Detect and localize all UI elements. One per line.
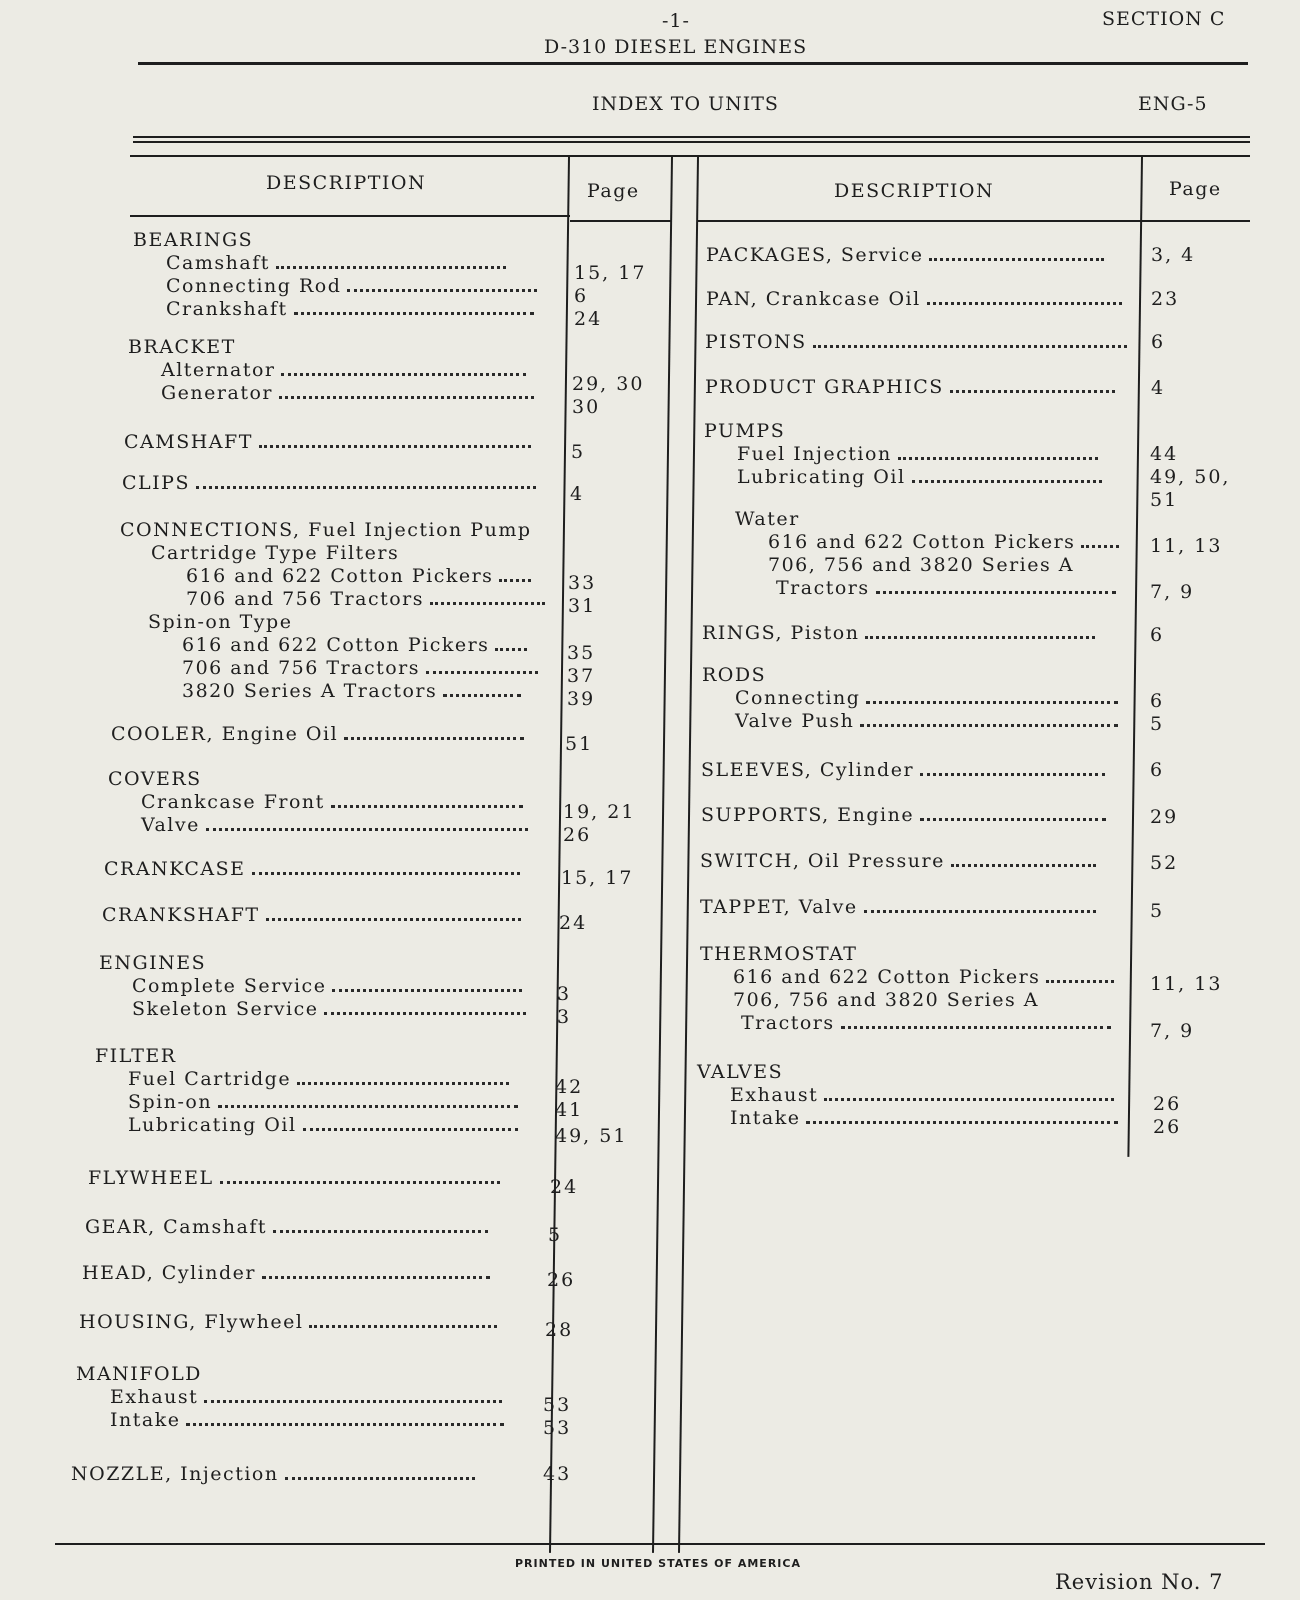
page-ref: 3 — [557, 1006, 572, 1028]
index-entry-crankcase — [104, 858, 520, 881]
page-ref: 6 — [1150, 690, 1165, 712]
dot-leader — [841, 1025, 1111, 1029]
dot-leader — [806, 1120, 1118, 1124]
page-ref: 37 — [567, 665, 596, 687]
dot-leader — [1046, 979, 1114, 983]
dot-leader — [294, 311, 534, 315]
left-page-header: Page — [587, 180, 640, 202]
index-entry-covers — [108, 768, 528, 837]
entry-title: BEARINGS — [133, 229, 254, 251]
index-entry-clips — [122, 472, 536, 495]
entry-sub: Crankcase Front — [141, 791, 325, 813]
index-title: INDEX TO UNITS — [592, 93, 779, 115]
dot-leader — [495, 647, 527, 651]
entry-title: ENGINES — [99, 952, 207, 974]
page-ref: 30 — [572, 396, 601, 418]
revision-number: Revision No. 7 — [1055, 1570, 1224, 1594]
dot-leader — [860, 723, 1118, 727]
entry-sub: Valve — [141, 814, 200, 836]
page-ref: 5 — [571, 441, 586, 463]
page-ref: 26 — [1153, 1093, 1182, 1115]
table-top-rule-2 — [133, 141, 1250, 143]
entry-title: THERMOSTAT — [700, 943, 858, 965]
dot-leader — [430, 601, 545, 605]
index-entry-filter — [95, 1045, 518, 1137]
header-rule — [138, 62, 1248, 65]
entry-title: RODS — [702, 664, 767, 686]
page-ref: 29, 30 — [572, 373, 645, 395]
right-page-divider — [1127, 157, 1143, 1157]
index-entry-supports — [701, 804, 1106, 827]
entry-sub: Generator — [161, 382, 273, 404]
page-ref: 51 — [565, 733, 594, 755]
entry-sub: Lubricating Oil — [737, 466, 906, 488]
dot-leader — [303, 1127, 518, 1131]
entry-title: MANIFOLD — [76, 1363, 202, 1385]
page-ref: 42 — [555, 1076, 584, 1098]
index-entry-camshaft — [124, 431, 531, 454]
dot-leader — [196, 485, 536, 489]
entry-title: SWITCH, Oil Pressure — [700, 850, 945, 872]
page-number: -1- — [662, 10, 690, 32]
page-ref: 11, 13 — [1150, 535, 1223, 557]
dot-leader — [259, 444, 531, 448]
dot-leader — [813, 344, 1127, 348]
center-divider-b — [678, 157, 699, 1553]
entry-sub: Cartridge Type Filters — [151, 542, 400, 564]
index-entry-tappet — [700, 896, 1096, 919]
left-header-underline — [130, 215, 570, 217]
dot-leader — [266, 917, 521, 921]
page-ref: 33 — [568, 572, 597, 594]
dot-leader — [218, 1104, 518, 1108]
dot-leader — [276, 265, 506, 269]
page-ref: 4 — [1151, 377, 1166, 399]
entry-sub: 616 and 622 Cotton Pickers — [768, 531, 1076, 553]
entry-sub: Complete Service — [132, 975, 327, 997]
page-ref: 23 — [1151, 288, 1180, 310]
entry-title: CRANKSHAFT — [102, 904, 260, 926]
page-ref: 3, 4 — [1151, 244, 1196, 266]
index-entry-connections — [120, 519, 545, 703]
entry-title: BRACKET — [128, 336, 236, 358]
entry-title: PAN, Crankcase Oil — [706, 288, 921, 310]
dot-leader — [865, 635, 1095, 639]
entry-sub: 616 and 622 Cotton Pickers — [182, 634, 490, 656]
entry-title: VALVES — [697, 1061, 784, 1083]
page-ref: 29 — [1150, 806, 1179, 828]
index-entry-rods — [702, 664, 1118, 733]
page-ref: 6 — [1151, 331, 1166, 353]
dot-leader — [426, 670, 538, 674]
dot-leader — [309, 1324, 497, 1328]
page-ref: 24 — [559, 912, 588, 934]
page-ref: 53 — [543, 1394, 572, 1416]
entry-sub: Spin-on Type — [148, 611, 293, 633]
entry-title: HOUSING, Flywheel — [79, 1311, 304, 1333]
page-ref: 6 — [574, 285, 589, 307]
table-top-rule-1 — [133, 136, 1250, 138]
entry-title: NOZZLE, Injection — [71, 1463, 279, 1485]
index-entry-engines — [99, 952, 526, 1021]
dot-leader — [273, 1229, 488, 1233]
page-ref: 7, 9 — [1150, 581, 1195, 603]
entry-title: CRANKCASE — [104, 858, 246, 880]
dot-leader — [262, 1275, 490, 1279]
dot-leader — [281, 372, 526, 376]
page-ref: 6 — [1150, 759, 1165, 781]
entry-sub: 3820 Series A Tractors — [182, 680, 438, 702]
dot-leader — [324, 1011, 526, 1015]
page-ref: 52 — [1150, 852, 1179, 874]
entry-sub: Fuel Injection — [737, 443, 892, 465]
entry-sub: 706 and 756 Tractors — [182, 657, 421, 679]
center-divider-a — [652, 157, 673, 1553]
dot-leader — [347, 288, 537, 292]
index-entry-nozzle — [71, 1463, 475, 1486]
entry-sub: 706, 756 and 3820 Series A — [768, 554, 1074, 576]
page-ref: 4 — [570, 483, 585, 505]
entry-title: RINGS, Piston — [702, 622, 860, 644]
page-ref: 5 — [1150, 713, 1165, 735]
left-page-header-underline — [570, 220, 672, 222]
printed-in-notice: PRINTED IN UNITED STATES OF AMERICA — [515, 1557, 801, 1570]
dot-leader — [279, 395, 534, 399]
entry-title: SLEEVES, Cylinder — [701, 759, 915, 781]
entry-sub: Spin-on — [128, 1091, 213, 1113]
page-ref: 49, 51 — [555, 1125, 628, 1147]
page-ref: 26 — [547, 1269, 576, 1291]
page-ref: 31 — [568, 595, 597, 617]
entry-sub: Tractors — [776, 577, 870, 599]
page-ref: 43 — [543, 1463, 572, 1485]
dot-leader — [220, 1180, 500, 1184]
section-code: ENG-5 — [1138, 93, 1208, 115]
dot-leader — [204, 1399, 502, 1403]
dot-leader — [331, 804, 523, 808]
index-entry-manifold — [76, 1363, 504, 1432]
page-ref: 11, 13 — [1150, 973, 1223, 995]
index-entry-rings — [702, 622, 1095, 645]
entry-title: TAPPET, Valve — [700, 896, 858, 918]
page-ref: 15, 17 — [561, 867, 634, 889]
dot-leader — [864, 909, 1096, 913]
dot-leader — [950, 389, 1115, 393]
right-header-underline — [697, 220, 1250, 222]
page-ref: 26 — [1153, 1116, 1182, 1138]
dot-leader — [252, 871, 520, 875]
page-ref: 5 — [1150, 900, 1165, 922]
entry-sub: 616 and 622 Cotton Pickers — [186, 565, 494, 587]
dot-leader — [898, 456, 1098, 460]
entry-sub: Fuel Cartridge — [128, 1068, 292, 1090]
entry-title: PRODUCT GRAPHICS — [705, 376, 944, 398]
dot-leader — [332, 988, 522, 992]
left-description-header: DESCRIPTION — [266, 172, 427, 194]
entry-sub: Lubricating Oil — [128, 1114, 297, 1136]
dot-leader — [297, 1081, 509, 1085]
table-bottom-rule — [55, 1543, 1265, 1545]
left-page-divider — [549, 157, 570, 1553]
entry-title: CLIPS — [122, 472, 190, 494]
entry-title: HEAD, Cylinder — [82, 1262, 256, 1284]
dot-leader — [1081, 544, 1119, 548]
dot-leader — [876, 590, 1116, 594]
dot-leader — [186, 1422, 504, 1426]
dot-leader — [951, 863, 1096, 867]
right-description-header: DESCRIPTION — [834, 180, 995, 202]
page-ref: 5 — [548, 1224, 563, 1246]
dot-leader — [920, 772, 1105, 776]
index-entry-switch — [700, 850, 1096, 873]
entry-title: PUMPS — [704, 420, 786, 442]
entry-sub: Connecting Rod — [166, 275, 342, 297]
page-ref: 26 — [563, 824, 592, 846]
index-entry-product-graphics — [705, 376, 1115, 399]
entry-sub: Exhaust — [730, 1084, 819, 1106]
dot-leader — [344, 736, 524, 740]
document-title: D-310 DIESEL ENGINES — [544, 36, 808, 58]
dot-leader — [929, 257, 1104, 261]
entry-sub: Camshaft — [166, 252, 270, 274]
dot-leader — [912, 479, 1102, 483]
index-entry-housing — [79, 1311, 497, 1334]
page-ref: 51 — [1150, 489, 1179, 511]
dot-leader — [443, 693, 521, 697]
entry-title: CONNECTIONS, Fuel Injection Pump — [120, 519, 532, 541]
entry-title: PISTONS — [705, 331, 807, 353]
entry-sub: 706 and 756 Tractors — [186, 588, 425, 610]
dot-leader — [499, 578, 531, 582]
page-ref: 3 — [557, 983, 572, 1005]
index-entry-pan — [706, 288, 1122, 311]
page-ref: 24 — [574, 308, 603, 330]
entry-title: PACKAGES, Service — [706, 244, 924, 266]
dot-leader — [920, 817, 1106, 821]
page-ref: 7, 9 — [1150, 1020, 1195, 1042]
index-entry-thermostat — [700, 943, 1114, 1035]
index-entry-flywheel — [88, 1167, 500, 1190]
entry-sub: Valve Push — [735, 710, 855, 732]
index-entry-packages — [706, 244, 1104, 267]
entry-sub: 616 and 622 Cotton Pickers — [733, 966, 1041, 988]
dot-leader — [927, 301, 1122, 305]
dot-leader — [866, 700, 1118, 704]
page-ref: 24 — [550, 1176, 579, 1198]
page-ref: 41 — [555, 1099, 584, 1121]
page-ref: 53 — [543, 1417, 572, 1439]
entry-sub: Water — [735, 508, 800, 530]
entry-title: CAMSHAFT — [124, 431, 253, 453]
entry-sub: Crankshaft — [166, 298, 288, 320]
entry-sub: Connecting — [735, 687, 861, 709]
page-ref: 15, 17 — [574, 262, 647, 284]
page-ref: 19, 21 — [563, 801, 636, 823]
index-entry-head — [82, 1262, 490, 1285]
index-entry-crankshaft — [102, 904, 521, 927]
entry-sub: 706, 756 and 3820 Series A — [733, 989, 1039, 1011]
index-entry-bracket — [128, 336, 534, 405]
right-page-header: Page — [1169, 178, 1222, 200]
entry-sub: Skeleton Service — [132, 998, 319, 1020]
index-entry-bearings — [133, 229, 537, 321]
entry-sub: Exhaust — [110, 1386, 199, 1408]
index-entry-valves — [697, 1061, 1118, 1130]
table-top-rule-3 — [130, 155, 1250, 157]
page-ref: 35 — [567, 642, 596, 664]
entry-title: FILTER — [95, 1045, 177, 1067]
entry-sub: Intake — [730, 1107, 801, 1129]
index-entry-sleeves — [701, 759, 1105, 782]
page-ref: 28 — [545, 1319, 574, 1341]
page-ref: 49, 50, — [1150, 466, 1231, 488]
page-ref: 44 — [1150, 443, 1179, 465]
entry-title: SUPPORTS, Engine — [701, 804, 915, 826]
index-entry-pistons — [705, 331, 1127, 354]
dot-leader — [824, 1097, 1114, 1101]
entry-title: GEAR, Camshaft — [85, 1216, 268, 1238]
section-label: SECTION C — [1102, 8, 1226, 30]
index-entry-cooler — [111, 723, 524, 746]
page-ref: 6 — [1150, 624, 1165, 646]
dot-leader — [285, 1476, 475, 1480]
entry-sub: Tractors — [741, 1012, 835, 1034]
entry-title: FLYWHEEL — [88, 1167, 214, 1189]
entry-sub: Alternator — [161, 359, 276, 381]
page-ref: 39 — [567, 688, 596, 710]
entry-title: COVERS — [108, 768, 202, 790]
index-entry-pumps — [704, 420, 1119, 600]
entry-sub: Intake — [110, 1409, 181, 1431]
entry-title: COOLER, Engine Oil — [111, 723, 339, 745]
index-entry-gear — [85, 1216, 488, 1239]
dot-leader — [206, 827, 528, 831]
